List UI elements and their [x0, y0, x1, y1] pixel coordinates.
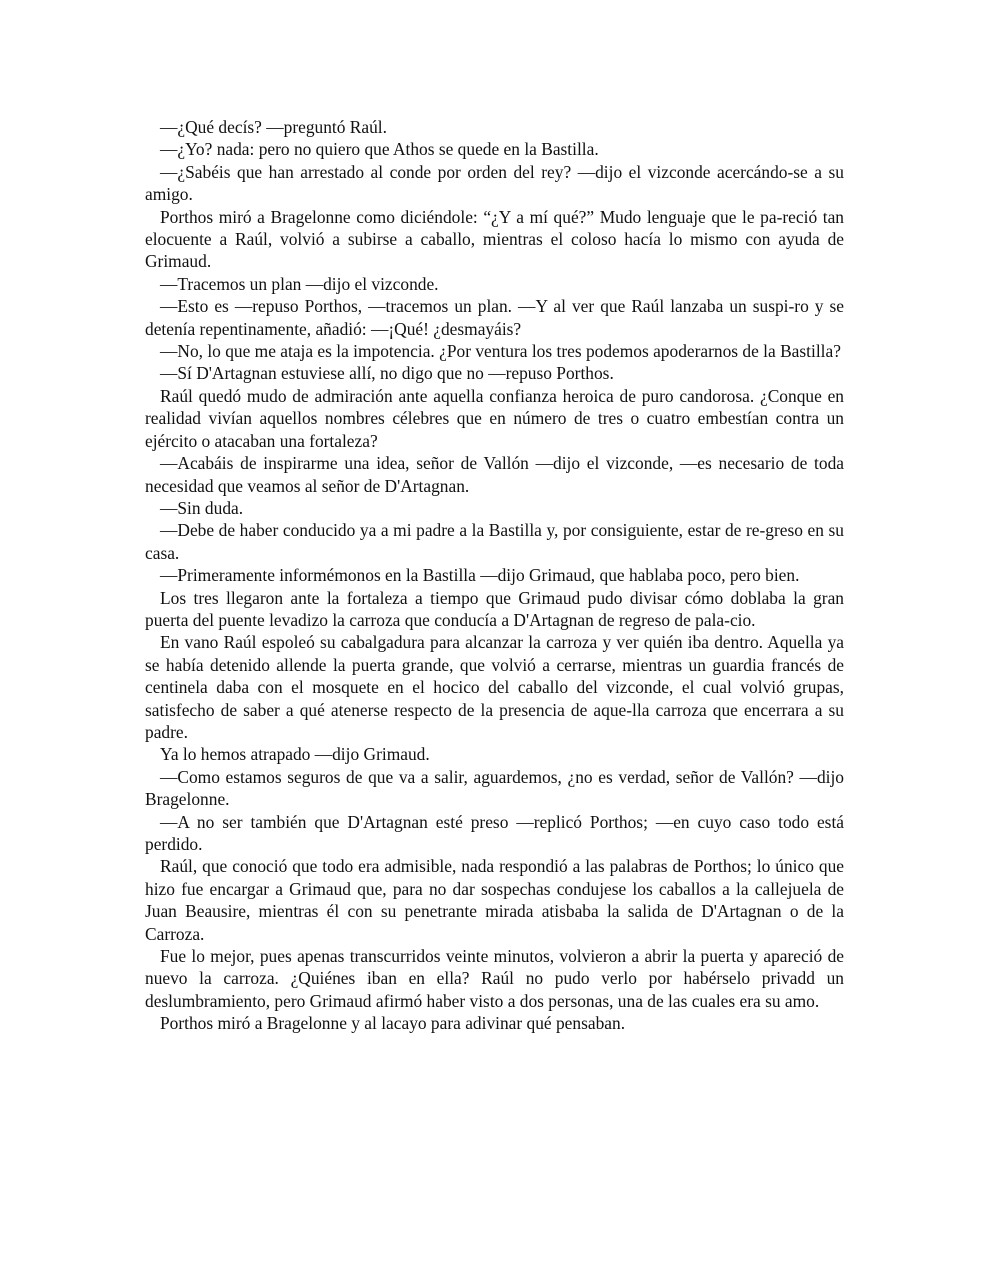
paragraph: —Sin duda. — [160, 497, 244, 518]
paragraph: Los tres llegaron ante la fortaleza a tiempo que Grimaud pudo divisar cómo doblaba la gran puerta del puente levadizo la carroza que conducía a D'Artagnan de regreso de pala-cio. — [145, 587, 844, 630]
paragraph: —¿Yo? nada: pero no quiero que Athos se quede en la Bastilla. — [160, 139, 599, 160]
paragraph: —Esto es —repuso Porthos, —tracemos un plan. —Y al ver que Raúl lanzaba un suspi-ro y se detenía repentinamente, añadió: —¡Qué! ¿desmayáis? — [145, 296, 844, 339]
paragraph: Raúl, que conoció que todo era admisible, nada respondió a las palabras de Porthos; lo único que hizo fue encargar a Grimaud que, para no dar sospechas condujese los caballos a la callejuela de Juan Beausire, mientras él con su penetrante mirada atisbaba la salida de D'Artagnan o de la Carroza. — [145, 856, 844, 944]
paragraph: Fue lo mejor, pues apenas transcurridos veinte minutos, volvieron a abrir la puerta y apareció de nuevo la carroza. ¿Quiénes iban en ella? Raúl no pudo verlo por habérselo privadd un deslumbramiento, pero Grimaud afirmó haber visto a dos personas, una de las cuales era su amo. — [145, 946, 844, 1011]
paragraph: —A no ser también que D'Artagnan esté preso —replicó Porthos; —en cuyo caso todo está perdido. — [145, 811, 844, 854]
paragraph: —¿Sabéis que han arrestado al conde por orden del rey? —dijo el vizconde acercándo-se a su amigo. — [145, 161, 844, 205]
paragraph: —Debe de haber conducido ya a mi padre a la Bastilla y, por consiguiente, estar de re-greso en su casa. — [145, 520, 844, 563]
paragraph: —¿Qué decís? —preguntó Raúl. — [160, 117, 387, 137]
paragraph: Porthos miró a Bragelonne como diciéndole: “¿Y a mí qué?” Mudo lenguaje que le pa-reció tan elocuente a Raúl, volvió a subirse a caballo, mientras el coloso hacía lo mismo con ayuda de Grimaud. — [145, 206, 844, 272]
paragraph: En vano Raúl espoleó su cabalgadura para alcanzar la carroza y ver quién iba dentro. Aquella ya se había detenido allende la puerta grande, que volvió a cerrarse, mientras un guardia francés de centinela daba con el mosquete en el hocico del caballo del vizconde, el cual volvió grupas, satisfecho de saber a qué atenerse respecto de la presencia de aque-lla carroza que encerrara a su padre. — [145, 632, 844, 742]
paragraph: Raúl quedó mudo de admiración ante aquella confianza heroica de puro candorosa. ¿Conque en realidad vivían aquellos nombres célebres que en número de tres o cuatro embestían contra un ejército o atacaban una fortaleza? — [145, 385, 844, 451]
paragraph: —Primeramente informémonos en la Bastilla —dijo Grimaud, que hablaba poco, pero bien. — [160, 565, 800, 586]
paragraph: —Sí D'Artagnan estuviese allí, no digo que no —repuso Porthos. — [160, 363, 614, 384]
paragraph: —Como estamos seguros de que va a salir, aguardemos, ¿no es verdad, señor de Vallón? —dijo Bragelonne. — [145, 766, 844, 810]
page-text — [145, 116, 844, 1035]
paragraph: —No, lo que me ataja es la impotencia. ¿Por ventura los tres podemos apoderarnos de la Bastilla? — [160, 341, 841, 362]
paragraph: Ya lo hemos atrapado —dijo Grimaud. — [160, 744, 430, 765]
paragraph: —Tracemos un plan —dijo el vizconde. — [160, 273, 439, 294]
paragraph: —Acabáis de inspirarme una idea, señor de Vallón —dijo el vizconde, —es necesario de toda necesidad que veamos al señor de D'Artagnan. — [145, 453, 844, 496]
paragraph: Porthos miró a Bragelonne y al lacayo para adivinar qué pensaban. — [160, 1013, 626, 1034]
